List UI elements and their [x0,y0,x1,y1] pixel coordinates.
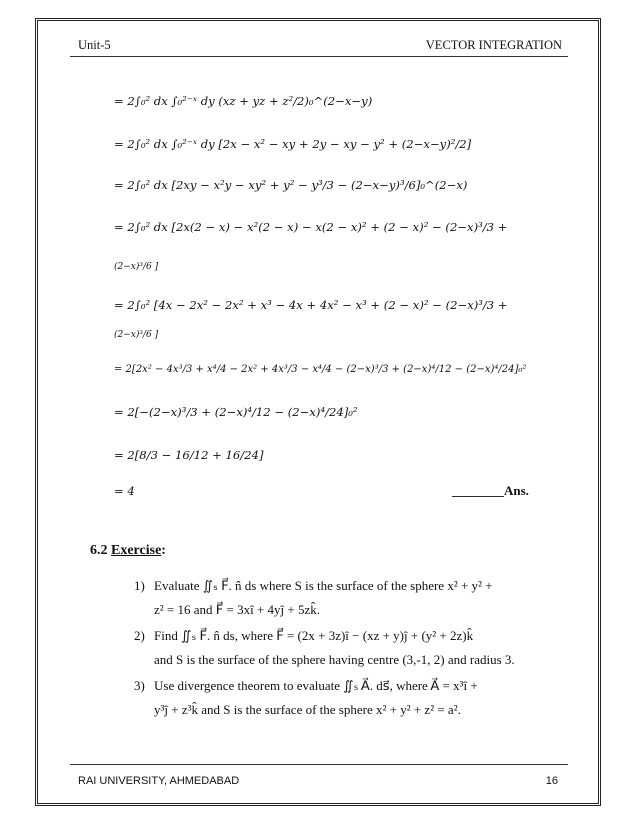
equation-line-4: = 2∫₀² dx [2x(2 − x) − x²(2 − x) − x(2 − x)² + (2 − x)² − (2−x)³/3 + [114,220,508,234]
header-title: VECTOR INTEGRATION [425,38,562,52]
section-heading [90,543,166,559]
footer-rule [70,764,568,765]
exercise-text: Find ∬ₛ F⃗. n̂ ds, where F⃗ = (2x + 3z)î − (xz + y)ĵ + (y² + 2z)k̂ [154,628,474,643]
equation-line-7: = 2[−(2−x)³/3 + (2−x)⁴/12 − (2−x)⁴/24]₀² [114,405,358,419]
page-number: 16 [545,775,558,787]
exercise-text: Use divergence theorem to evaluate ∬ₛ A⃗. ds⃗, where A⃗ = x³î + [154,678,478,693]
section-colon: : [161,543,166,558]
exercise-text-continued: z² = 16 and F⃗ = 3xî + 4yĵ + 5zk̂. [154,602,320,617]
exercise-item-2 [134,624,554,672]
equation-line-5-continued: (2−x)³/6 ] [114,330,159,340]
exercise-number: 3) [134,678,145,693]
equation-line-2: = 2∫₀² dx ∫₀²⁻ˣ dy [2x − x² − xy + 2y − xy − y² + (2−x−y)²/2] [114,137,472,151]
exercise-text-continued: and S is the surface of the sphere having centre (3,-1, 2) and radius 3. [154,652,515,667]
header-unit: Unit-5 [78,38,111,52]
equation-line-6: = 2[2x² − 4x³/3 + x⁴/4 − 2x² + 4x³/3 − x⁴/4 − (2−x)³/3 + (2−x)⁴/12 − (2−x)⁴/24]₀² [114,364,527,375]
footer-university: RAI UNIVERSITY, AHMEDABAD [78,775,240,787]
answer-mark: ________Ans. [452,483,529,498]
equation-line-3: = 2∫₀² dx [2xy − x²y − xy² + y² − y³/3 − (2−x−y)³/6]₀^(2−x) [114,178,468,192]
exercise-item-3 [134,674,554,722]
exercise-text-continued: y³ĵ + z³k̂ and S is the surface of the sphere x² + y² + z² = a². [154,702,461,717]
exercise-number: 1) [134,578,145,593]
section-number: 6.2 [90,543,108,558]
equation-result: = 4 [114,484,135,498]
exercise-number: 2) [134,628,145,643]
equation-line-8: = 2[8/3 − 16/12 + 16/24] [114,448,264,462]
equation-line-5: = 2∫₀² [4x − 2x² − 2x² + x³ − 4x + 4x² − x³ + (2 − x)² − (2−x)³/3 + [114,298,508,312]
header-rule [70,56,568,57]
exercise-item-1 [134,574,554,622]
exercise-text: Evaluate ∬ₛ F⃗. n̂ ds where S is the surface of the sphere x² + y² + [154,578,493,593]
equation-line-1: = 2∫₀² dx ∫₀²⁻ˣ dy (xz + yz + z²/2)₀^(2−x−y) [114,94,373,108]
section-title: Exercise [111,543,162,558]
equation-line-4-continued: (2−x)³/6 ] [114,262,159,272]
